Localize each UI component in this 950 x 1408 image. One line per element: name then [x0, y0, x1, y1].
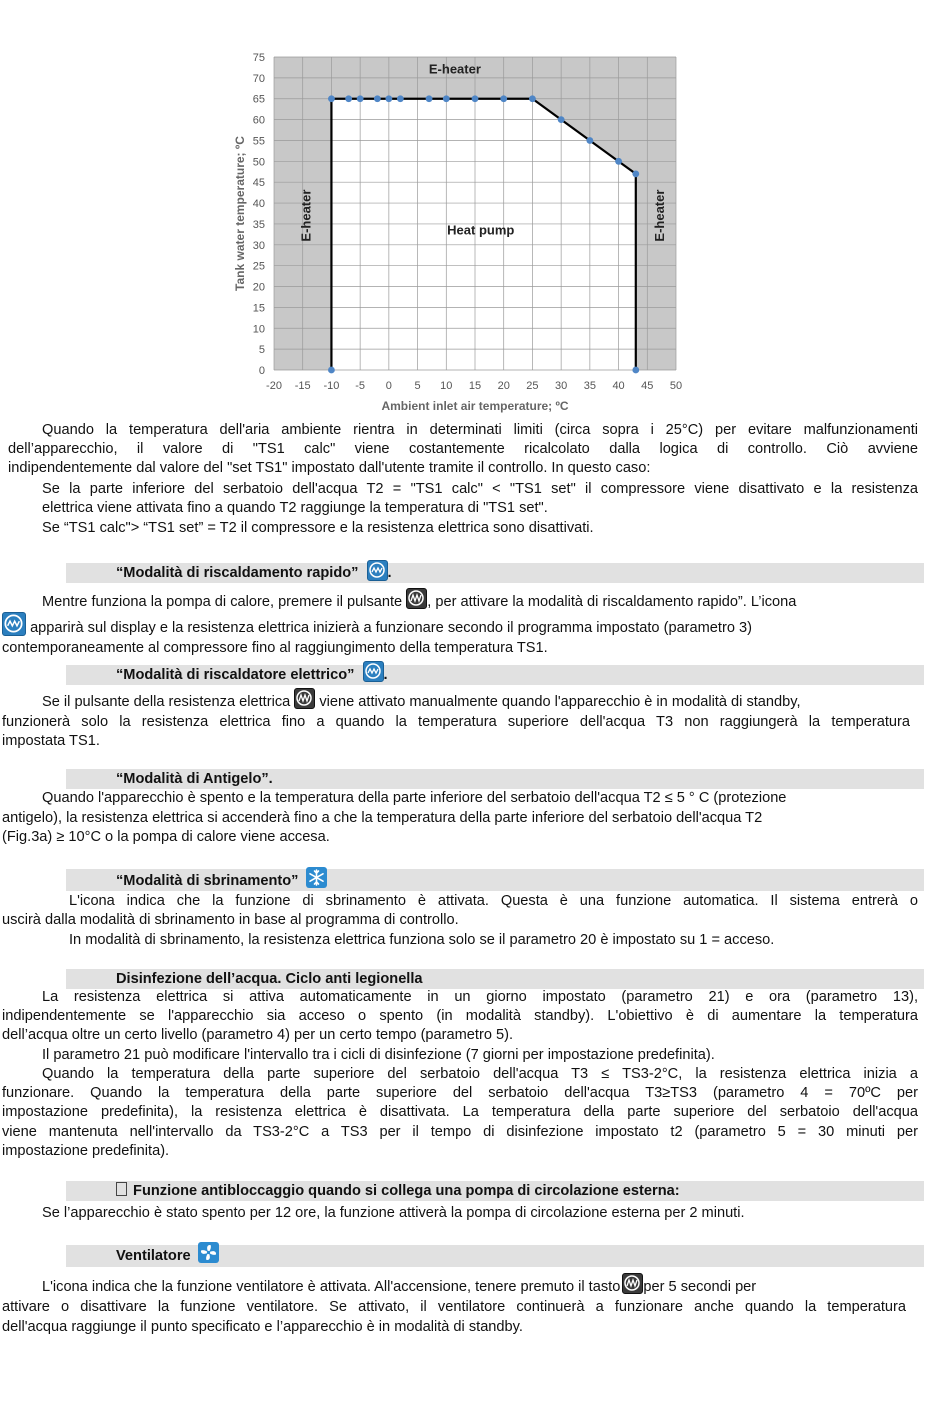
y-tick-label: 70	[252, 72, 265, 85]
heater-line-1	[42, 693, 801, 713]
defrost-line-3: In modalità di sbrinamento, la resistenza elettrica funziona solo se il parametro 20 è impostato su 1 = acceso.	[69, 932, 775, 948]
rapid-line-1	[42, 593, 796, 613]
x-tick-label: 45	[641, 380, 654, 392]
intro-line-6: Se “TS1 calc"> “TS1 set” = T2 il compressore e la resistenza elettrica sono disattivati.	[42, 520, 594, 536]
y-tick-label: 40	[252, 198, 265, 211]
section-title-heater	[116, 665, 388, 685]
data-point	[345, 95, 352, 102]
heater-button-icon	[622, 1273, 643, 1294]
legionella-line-1: La resistenza elettrica si attiva automaticamente in un giorno impostato (parametro 21) e ora (parametro 13),	[42, 989, 918, 1005]
y-tick-label: 0	[258, 365, 265, 377]
region-label-center: Heat pump	[447, 222, 515, 238]
heating-range-chart	[225, 48, 695, 418]
intro-line-4: Se la parte inferiore del serbatoio dell'acqua T2 = "TS1 calc" < "TS1 set" il compressore viene disattivato e la resistenza	[42, 481, 918, 497]
antifreeze-line-1: Quando l'apparecchio è spento e la temperatura della parte inferiore del serbatoio dell'acqua T2 ≤ 5 ° C (protezione	[42, 790, 787, 806]
legionella-line-3: dell’acqua oltre un certo livello (parametro 4) per un certo tempo (parametro 5).	[2, 1027, 514, 1043]
heater-line-1b: viene attivato manualmente quando l'apparecchio è in modalità di standby,	[319, 694, 801, 710]
rapid-heating-icon	[2, 612, 26, 636]
x-tick-label: 35	[583, 380, 596, 392]
y-tick-label: 45	[252, 177, 265, 190]
section-title-defrost	[116, 871, 327, 891]
data-point	[472, 95, 479, 102]
rapid-line-2	[2, 619, 752, 639]
fan-line-3: dell'acqua raggiunge il punto specificato e l’apparecchio è in modalità di standby.	[2, 1319, 523, 1335]
antilock-title-text: Funzione antibloccaggio quando si collega una pompa di circolazione esterna:	[129, 1183, 680, 1199]
x-tick-label: 50	[669, 380, 683, 392]
region-label-left: E-heater	[298, 189, 314, 242]
defrost-line-1: L'icona indica che la funzione di sbrinamento è attivata. Questa è una funzione automatica. Il sistema entrerà o	[69, 893, 918, 909]
data-point	[586, 137, 593, 144]
data-point	[328, 95, 335, 102]
fan-line-1a: L'icona indica che la funzione ventilatore è attivata. All'accensione, tenere premuto il tasto	[42, 1279, 621, 1295]
y-axis-label: Tank water temperature; ºC	[233, 136, 247, 291]
x-tick-label: -15	[294, 380, 311, 392]
legionella-line-8: viene mantenuta nell'intervallo da TS3-2°C a TS3 per il tempo di disinfezione impostato t2 (parametro 5 = 30 minuti per	[2, 1124, 918, 1140]
rapid-title-end: .	[387, 565, 392, 581]
fan-line-1b: per 5 secondi per	[643, 1279, 757, 1295]
data-point	[632, 170, 639, 177]
defrost-line-2: uscirà dalla modalità di sbrinamento in base al programma di controllo.	[2, 912, 459, 928]
rapid-line-3: contemporaneamente al compressore fino al raggiungimento della temperatura TS1.	[2, 640, 548, 656]
y-tick-label: 75	[252, 52, 265, 64]
chart-svg	[225, 48, 695, 418]
antifreeze-line-2: antigelo), la resistenza elettrica si accenderà fino a che la temperatura della parte inferiore del serbatoio dell'acqua T2	[2, 810, 763, 826]
y-tick-label: 30	[252, 239, 265, 252]
intro-line-2: dell’apparecchio, il valore di "TS1 calc" viene costantemente ricalcolato dalla logica di controllo. Ciò avviene	[8, 441, 918, 457]
data-point	[615, 158, 622, 165]
x-tick-label: -10	[323, 380, 340, 392]
data-point	[632, 367, 639, 374]
fan-line-1	[42, 1278, 756, 1298]
data-point	[374, 95, 381, 102]
section-title-legionella: Disinfezione dell’acqua. Ciclo anti legionella	[116, 971, 423, 987]
data-point	[397, 95, 404, 102]
section-title-antifreeze: “Modalità di Antigelo”.	[116, 771, 273, 787]
x-tick-label: 10	[440, 380, 453, 392]
data-point	[500, 95, 507, 102]
y-tick-label: 65	[252, 93, 265, 106]
heater-line-1a: Se il pulsante della resistenza elettrica	[42, 694, 291, 710]
intro-line-1: Quando la temperatura dell'aria ambiente rientra in determinati limiti (circa sopra i 25°C) per evitare malfunzionamenti	[42, 422, 918, 438]
section-title-fan	[116, 1246, 219, 1266]
x-tick-label: 5	[414, 380, 421, 392]
legionella-line-9: impostazione predefinita).	[2, 1143, 170, 1159]
fan-title-text: Ventilatore	[116, 1248, 191, 1264]
heater-line-3: impostata TS1.	[2, 733, 100, 749]
intro-line-3: indipendentemente dal valore del "set TS1" impostato dall'utente tramite il controllo. In questo caso:	[8, 460, 651, 476]
y-tick-label: 15	[252, 302, 265, 315]
section-title-rapid	[116, 563, 392, 583]
x-tick-label: 15	[468, 380, 482, 392]
x-tick-label: -5	[355, 380, 366, 392]
rapid-line-1a: Mentre funziona la pompa di calore, premere il pulsante	[42, 594, 403, 610]
heater-button-icon	[406, 588, 427, 609]
data-point	[357, 95, 364, 102]
y-tick-label: 35	[252, 218, 265, 231]
heater-title-text: “Modalità di riscaldatore elettrico”	[116, 667, 355, 683]
rapid-line-2-text: apparirà sul display e la resistenza elettrica inizierà a funzionare secondo il programma impostato (parametro 3)	[30, 620, 752, 636]
region-label-right: E-heater	[651, 189, 667, 242]
y-tick-label: 20	[252, 281, 265, 294]
heater-title-end: .	[383, 667, 388, 683]
data-point	[529, 95, 536, 102]
legionella-line-6: funzionare. Quando la temperatura della parte superiore del serbatoio dell'acqua T3≥TS3 (parametro 4 = 70ºC per	[2, 1085, 918, 1101]
heater-button-icon	[294, 688, 315, 709]
x-tick-label: -20	[266, 380, 282, 392]
heater-line-2: funzionerà solo la resistenza elettrica fino a quando la temperatura superiore dell'acqua T3 non raggiungerà la temperatura	[2, 714, 910, 730]
region-label-top: E-heater	[428, 61, 481, 77]
antifreeze-line-3: (Fig.3a) ≥ 10°C o la pompa di calore viene accesa.	[2, 829, 330, 845]
data-point	[558, 116, 565, 123]
antilock-line-1: Se l’apparecchio è stato spento per 12 ore, la funzione attiverà la pompa di circolazione esterna per 2 minuti.	[42, 1205, 745, 1221]
rapid-heating-icon	[367, 560, 388, 581]
section-title-antilock	[116, 1181, 680, 1201]
electric-heater-icon	[363, 661, 384, 682]
legionella-line-4: Il parametro 21 può modificare l'intervallo tra i cicli di disinfezione (7 giorni per impostazione predefinita).	[42, 1047, 715, 1063]
x-tick-label: 0	[385, 380, 392, 392]
rapid-line-1b: , per attivare la modalità di riscaldamento rapido”. L’icona	[427, 594, 797, 610]
legionella-line-7: impostazione predefinita), la resistenza elettrica è disattivata. La temperatura della parte superiore del serbatoio dell'acqua	[2, 1104, 918, 1120]
data-point	[328, 367, 335, 374]
x-tick-label: 20	[497, 380, 510, 392]
x-tick-label: 25	[526, 380, 539, 392]
y-tick-label: 10	[252, 323, 265, 336]
data-point	[385, 95, 392, 102]
y-tick-label: 25	[252, 260, 265, 273]
defrost-title-text: “Modalità di sbrinamento”	[116, 873, 299, 889]
legionella-line-5: Quando la temperatura della parte superiore del serbatoio dell'acqua T3 ≤ TS3-2°C, la resistenza elettrica inizia a	[42, 1066, 918, 1082]
rapid-title-text: “Modalità di riscaldamento rapido”	[116, 565, 359, 581]
data-point	[443, 95, 450, 102]
y-tick-label: 50	[252, 156, 265, 169]
data-point	[426, 95, 433, 102]
x-tick-label: 30	[555, 380, 568, 392]
x-tick-label: 40	[612, 380, 625, 392]
intro-line-5: elettrica viene attivata fino a quando T2 raggiunge la temperatura di "TS1 set".	[42, 500, 548, 516]
legionella-line-2: indipendentemente se l'apparecchio sia acceso o spento (in modalità standby). L'obiettivo è di aumentare la temperatura	[2, 1008, 918, 1024]
y-tick-label: 55	[252, 135, 265, 148]
y-tick-label: 5	[258, 344, 265, 357]
fan-icon	[198, 1242, 219, 1263]
y-tick-label: 60	[252, 114, 265, 127]
snowflake-icon	[306, 867, 327, 888]
x-axis-label: Ambient inlet air temperature; ºC	[381, 399, 569, 413]
fan-line-2: attivare o disattivare la funzione ventilatore. Se attivato, il ventilatore continuerà a funzionare anche quando la temperatura	[2, 1299, 906, 1315]
missing-glyph-icon	[116, 1182, 127, 1196]
